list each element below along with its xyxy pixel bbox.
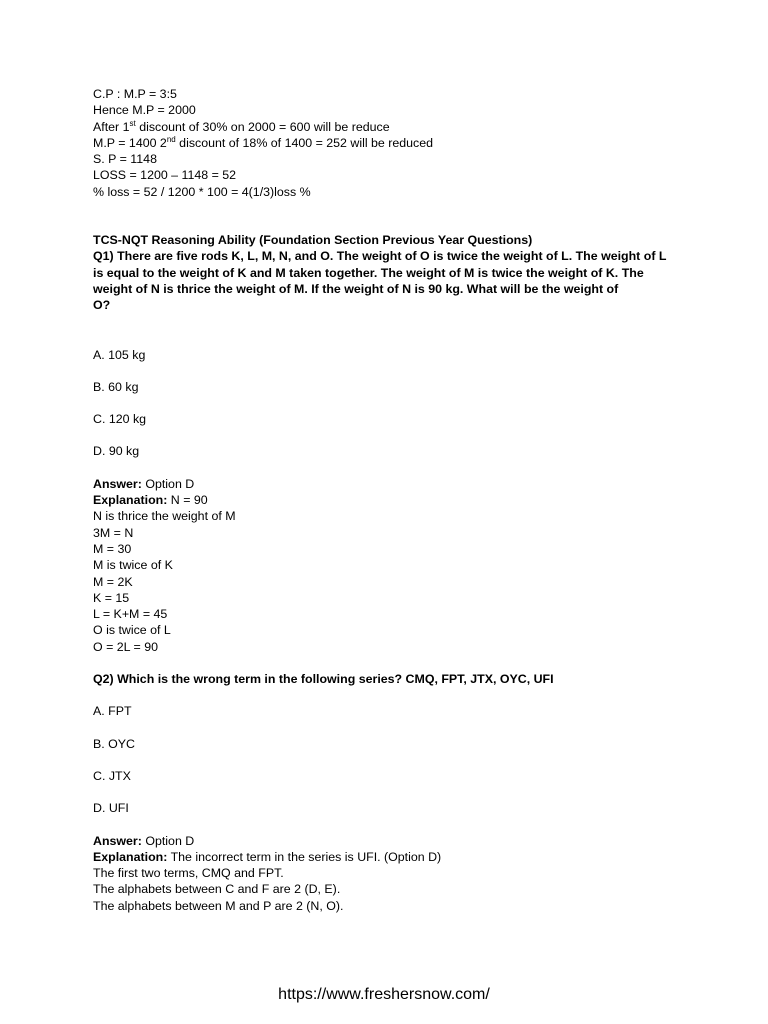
answer-line	[93, 833, 693, 849]
question-line: weight of N is thrice the weight of M. If the weight of N is 90 kg. What will be the weight of	[93, 281, 619, 296]
calc-line: C.P : M.P = 3:5	[93, 87, 177, 101]
explanation-step: O = 2L = 90	[93, 639, 158, 654]
footer-url[interactable]: https://www.freshersnow.com/	[278, 986, 490, 1003]
spacer	[93, 784, 693, 800]
spacer	[93, 655, 693, 671]
option-b: B. 60 kg	[93, 379, 139, 394]
option-c: C. JTX	[93, 768, 131, 783]
question-line: Q1) There are five rods K, L, M, N, and O. The weight of O is twice the weight of L. The weight of L	[93, 249, 667, 264]
explanation-value: N = 90	[167, 493, 208, 508]
calc-line: Hence M.P = 2000	[93, 103, 196, 118]
answer-value: Option D	[141, 476, 195, 491]
answer-value: Option D	[141, 833, 195, 848]
answer-label: Answer:	[93, 833, 142, 848]
question-line: is equal to the weight of K and M taken together. The weight of M is twice the weight of K. The	[93, 265, 644, 280]
question-line: Q2) Which is the wrong term in the following series? CMQ, FPT, JTX, OYC, UFI	[93, 672, 554, 687]
explanation-step: The alphabets between C and F are 2 (D, E).	[93, 882, 341, 897]
section-title: TCS-NQT Reasoning Ability (Foundation Section Previous Year Questions)	[93, 233, 533, 248]
page-content	[93, 86, 693, 914]
calc-text: M.P = 1400 2	[93, 135, 167, 150]
spacer	[93, 817, 693, 833]
calc-text: After 1	[93, 119, 130, 134]
calc-line: LOSS = 1200 – 1148 = 52	[93, 168, 237, 183]
option-b: B. OYC	[93, 736, 135, 751]
explanation-step: The first two terms, CMQ and FPT.	[93, 866, 284, 881]
calc-text: discount of 18% of 1400 = 252 will be reduced	[175, 135, 434, 150]
spacer	[93, 687, 693, 703]
calc-text: discount of 30% on 2000 = 600 will be reduce	[135, 119, 390, 134]
explanation-step: 3M = N	[93, 525, 134, 540]
option-d: D. 90 kg	[93, 444, 140, 459]
spacer	[93, 720, 693, 736]
spacer	[93, 363, 693, 379]
spacer	[93, 427, 693, 443]
explanation-line	[93, 849, 693, 865]
spacer	[93, 314, 693, 347]
answer-line	[93, 476, 693, 492]
explanation-step: L = K+M = 45	[93, 607, 168, 622]
answer-label: Answer:	[93, 476, 142, 491]
explanation-step: O is twice of L	[93, 623, 171, 638]
spacer	[93, 395, 693, 411]
explanation-step: The alphabets between M and P are 2 (N, O).	[93, 898, 344, 913]
explanation-step: M = 30	[93, 541, 132, 556]
explanation-label: Explanation:	[93, 849, 168, 864]
explanation-step: K = 15	[93, 590, 130, 605]
spacer	[93, 752, 693, 768]
question-line: O?	[93, 298, 111, 313]
explanation-line	[93, 492, 693, 508]
ordinal-superscript: st	[129, 118, 136, 128]
explanation-label: Explanation:	[93, 493, 168, 508]
spacer	[93, 200, 693, 232]
explanation-value: The incorrect term in the series is UFI. (Option D)	[167, 849, 442, 864]
explanation-step: N is thrice the weight of M	[93, 509, 236, 524]
explanation-step: M is twice of K	[93, 558, 173, 573]
calc-line	[93, 135, 693, 151]
option-c: C. 120 kg	[93, 412, 147, 427]
option-d: D. UFI	[93, 801, 129, 816]
calc-line: % loss = 52 / 1200 * 100 = 4(1/3)loss %	[93, 184, 311, 199]
option-a: A. 105 kg	[93, 347, 146, 362]
spacer	[93, 460, 693, 476]
ordinal-superscript: nd	[166, 134, 176, 144]
calc-line: S. P = 1148	[93, 152, 157, 167]
explanation-step: M = 2K	[93, 574, 133, 589]
calc-line	[93, 119, 693, 135]
option-a: A. FPT	[93, 704, 132, 719]
